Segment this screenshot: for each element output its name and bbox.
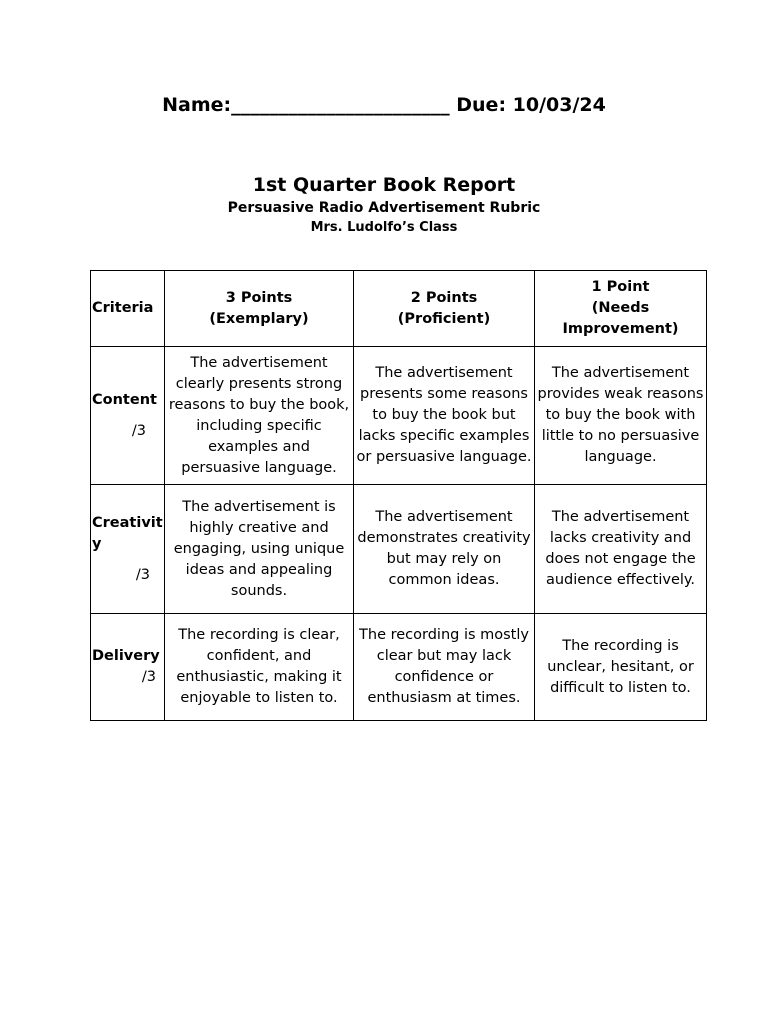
page-subtitle: Persuasive Radio Advertisement Rubric bbox=[227, 200, 541, 216]
score-field: /3 bbox=[131, 422, 146, 439]
table-header-row bbox=[91, 271, 707, 347]
proficient-cell: The advertisement demonstrates creativity but may rely on common ideas. bbox=[354, 485, 535, 614]
exemplary-cell: The recording is clear, confident, and enthusiastic, making it enjoyable to listen to. bbox=[165, 614, 354, 721]
criterion-label: Creativity bbox=[92, 514, 163, 552]
proficient-cell: The recording is mostly clear but may lack confidence or enthusiasm at times. bbox=[354, 614, 535, 721]
column-header-1-point: 1 Point (Needs Improvement) bbox=[535, 271, 707, 347]
rubric-table bbox=[90, 270, 707, 721]
column-header-2-points: 2 Points (Proficient) bbox=[354, 271, 535, 347]
needs-improvement-cell: The advertisement lacks creativity and does not engage the audience effectively. bbox=[535, 485, 707, 614]
table-row bbox=[91, 485, 707, 614]
table-row bbox=[91, 614, 707, 721]
page-title: 1st Quarter Book Report bbox=[252, 174, 516, 196]
criterion-cell-content bbox=[91, 347, 165, 485]
needs-improvement-cell: The recording is unclear, hesitant, or difficult to listen to. bbox=[535, 614, 707, 721]
name-due-line: Name:_______________________ Due: 10/03/24 bbox=[162, 94, 606, 116]
column-header-3-points: 3 Points (Exemplary) bbox=[165, 271, 354, 347]
table-row bbox=[91, 347, 707, 485]
criterion-label: Delivery bbox=[92, 648, 160, 664]
needs-improvement-cell: The advertisement provides weak reasons to buy the book with little to no persuasive language. bbox=[535, 347, 707, 485]
score-field: /3 bbox=[141, 669, 156, 685]
exemplary-cell: The advertisement is highly creative and engaging, using unique ideas and appealing sounds. bbox=[165, 485, 354, 614]
column-header-criteria: Criteria bbox=[91, 271, 165, 347]
score-field: /3 bbox=[135, 566, 150, 583]
criterion-cell-delivery bbox=[91, 614, 165, 721]
exemplary-cell: The advertisement clearly presents strong reasons to buy the book, including specific examples and persuasive language. bbox=[165, 347, 354, 485]
class-name: Mrs. Ludolfo’s Class bbox=[310, 220, 458, 235]
criterion-label: Content bbox=[92, 391, 157, 408]
criterion-cell-creativity bbox=[91, 485, 165, 614]
proficient-cell: The advertisement presents some reasons to buy the book but lacks specific examples or persuasive language. bbox=[354, 347, 535, 485]
